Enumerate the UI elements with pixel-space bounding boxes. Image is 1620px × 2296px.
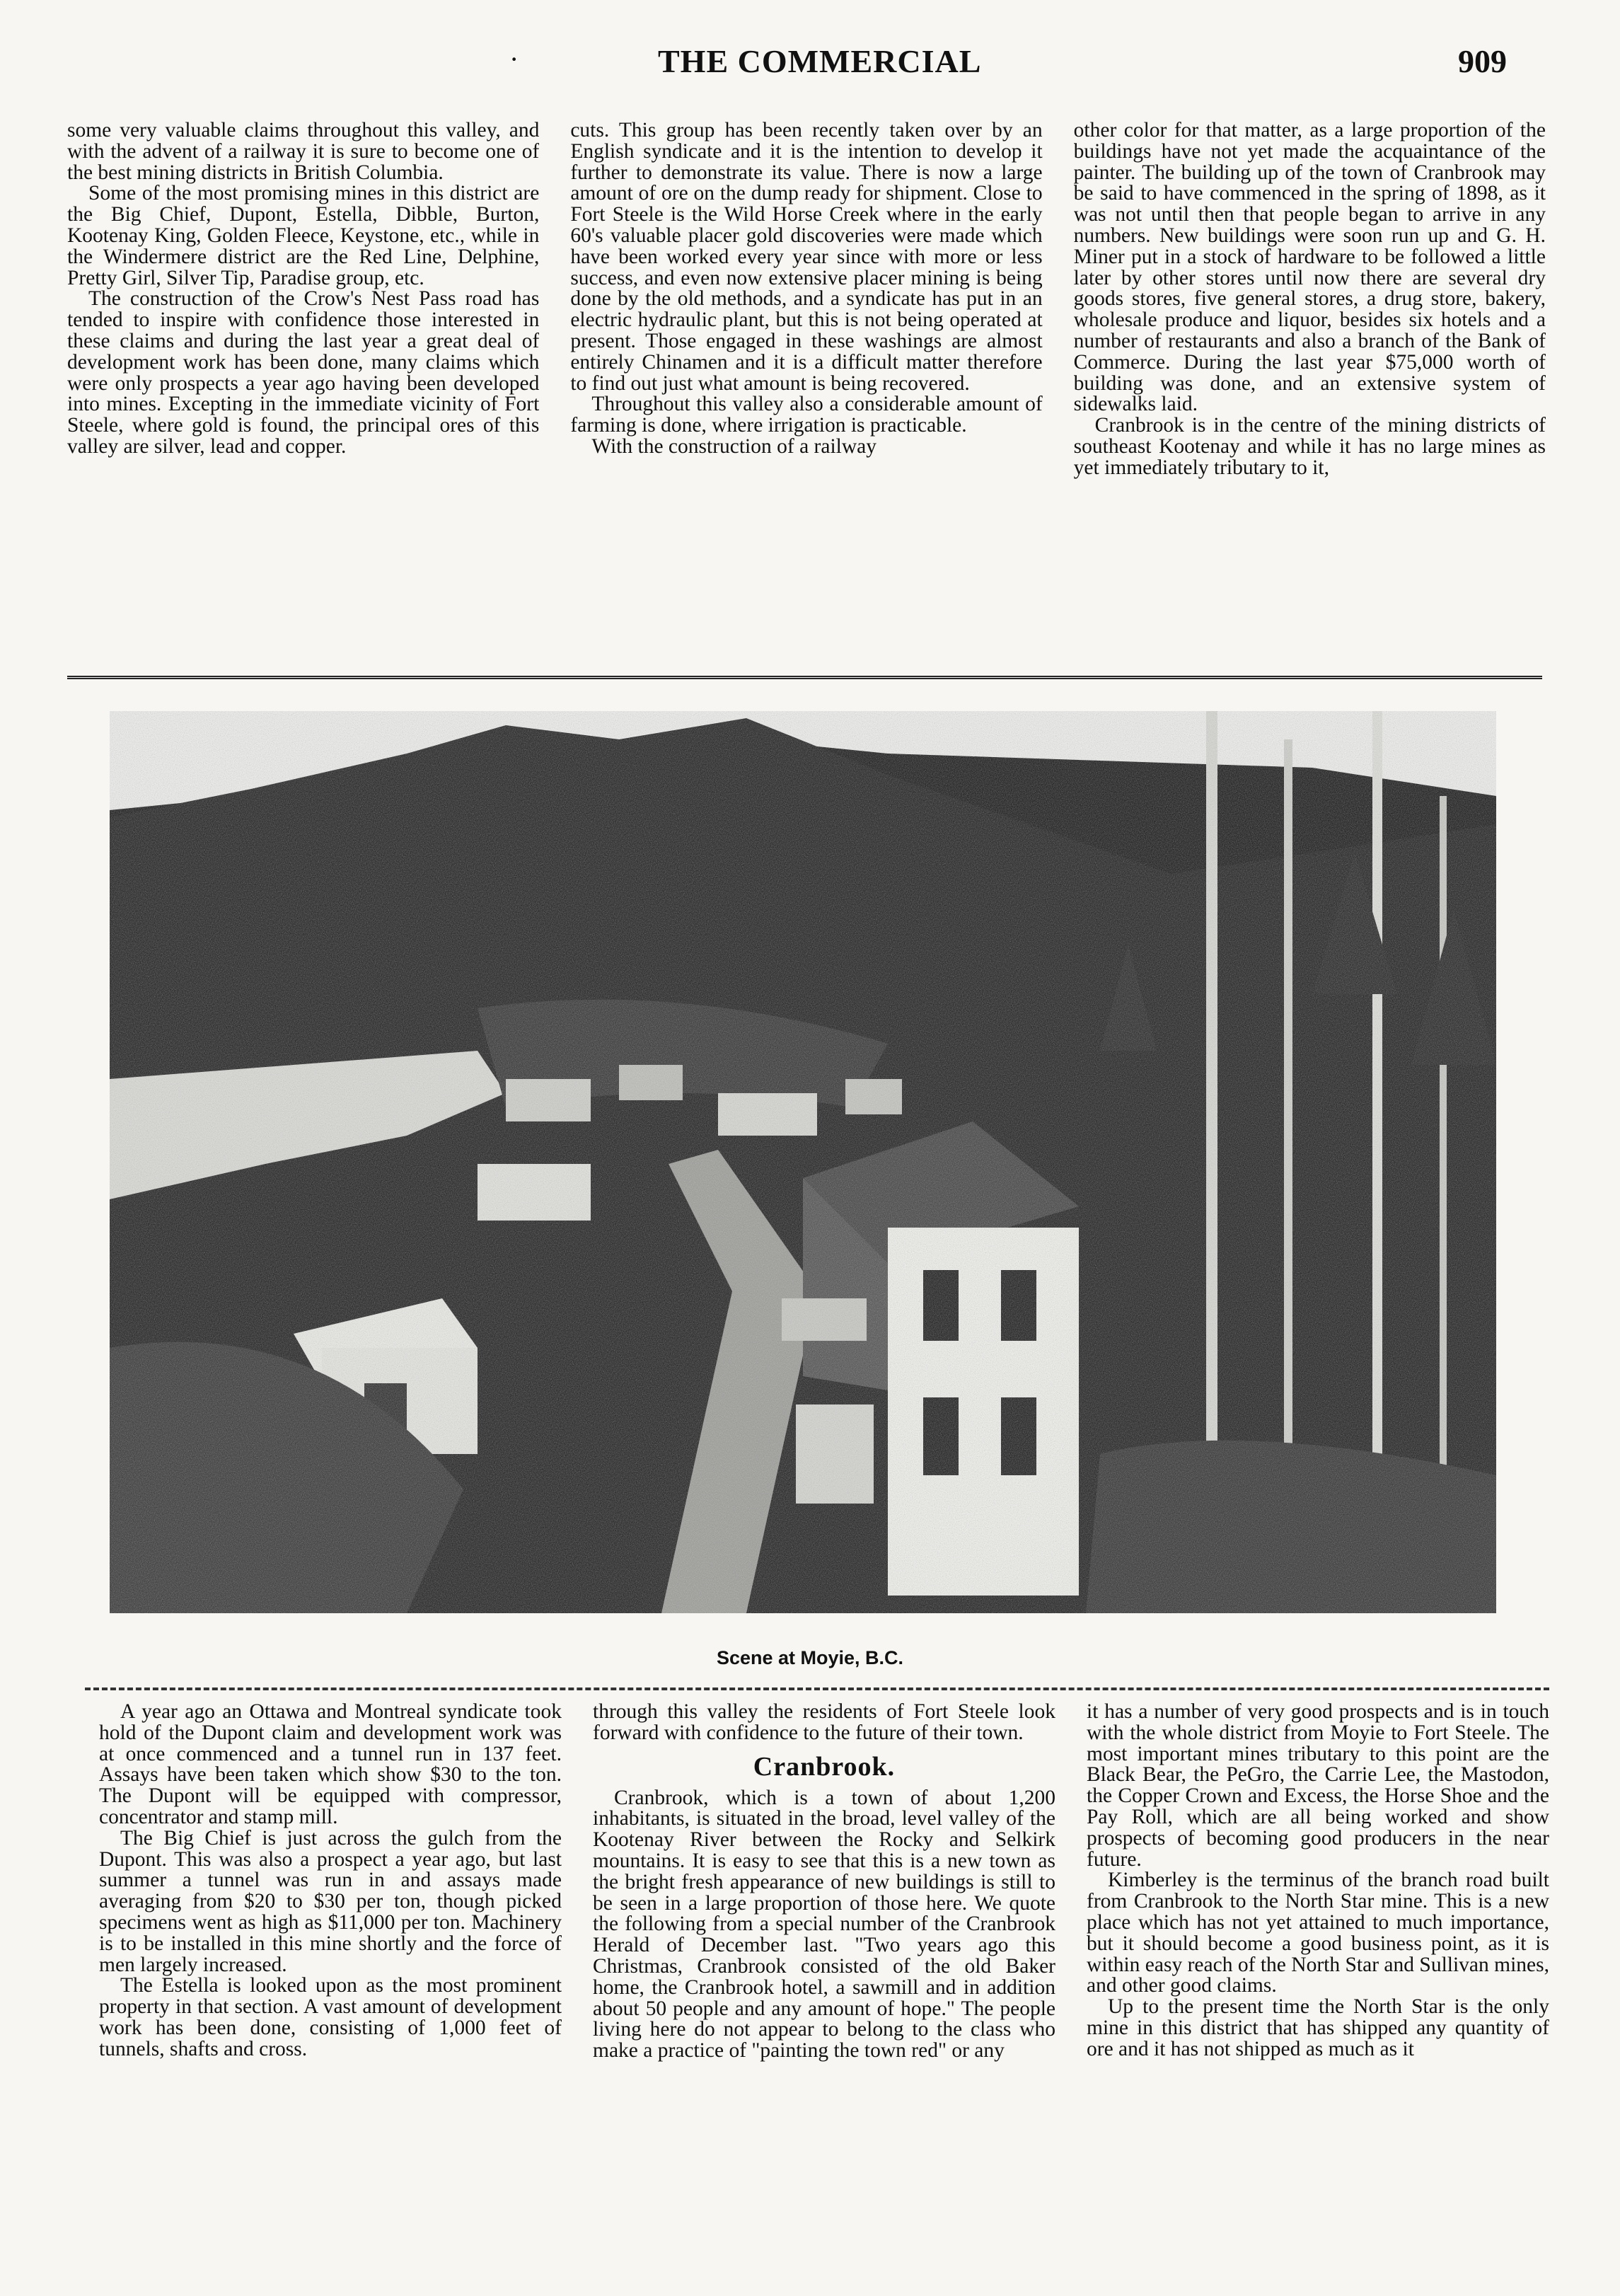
- bottom-column-2: [593, 1702, 1055, 2268]
- paragraph: Cranbrook is in the centre of the mining districts of southeast Kootenay and while it has no large mines as yet immediately tributary to it,: [1073, 414, 1546, 479]
- paragraph: The construction of the Crow's Nest Pass road has tended to inspire with confidence those interested in these claims and during the last year a great deal of development work has been done, many claims which were only prospects a year ago having been developed into mines. Excepting in the immediate vicinity of Fort Steele, where gold is found, the principal ores of this valley are silver, lead and copper.: [67, 287, 540, 458]
- top-column-2: [570, 120, 1042, 658]
- paragraph: cuts. This group has been recently taken over by an English syndicate and it is the intention to develop it further to demonstrate its value. There is now a large amount of ore on the dump ready for shipment. Close to Fort Steele is the Wild Horse Creek where in the early 60's valuable placer gold discoveries were made which have been worked every year since with more or less success, and even now extensive placer mining is being done by the old methods, and a syndicate has put in an electric hydraulic plant, but this is not being operated at present. Those engaged in these washings are almost entirely Chinamen and it is a difficult matter therefore to find out just what amount is being recovered.: [570, 120, 1043, 395]
- divider-rule: [67, 676, 1542, 679]
- publication-title: THE COMMERCIAL: [658, 43, 982, 79]
- top-column-1: [67, 120, 539, 658]
- paragraph: With the construction of a railway: [591, 434, 877, 458]
- bottom-column-3: [1087, 1702, 1549, 2268]
- section-heading: Cranbrook.: [753, 1751, 896, 1782]
- page-number: 909: [1458, 43, 1507, 79]
- paragraph: Kimberley is the terminus of the branch road built from Cranbrook to the North Star mine. This is a new place which has not yet attained to much importance, but it should become a good business point, as it is within easy reach of the North Star and Sullivan mines, and other good claims.: [1087, 1869, 1549, 1997]
- paragraph: A year ago an Ottawa and Montreal syndicate took hold of the Dupont claim and development work was at once commenced and a tunnel run in 137 feet. Assays have been taken which show $30 to the ton. The Dupont will be equipped with compressor, concentrator and stamp mill.: [99, 1702, 562, 1828]
- bottom-column-1: [99, 1702, 562, 2268]
- masthead: [0, 42, 1620, 92]
- paragraph: Some of the most promising mines in this district are the Big Chief, Dupont, Estella, Dibble, Burton, Kootenay King, Golden Fleece, Keystone, etc., while in the Windermere district are the Red Line, Delphine, Pretty Girl, Silver Tip, Paradise group, etc.: [67, 182, 540, 289]
- halftone-photograph: [110, 711, 1496, 1613]
- paragraph: other color for that matter, as a large proportion of the buildings have not yet made the acquaintance of the painter. The building up of the town of Cranbrook may be said to have commenced in the spring of 1898, as it was not until then that people began to arrive in any numbers. New buildings were soon run up and G. H. Miner put in a stock of hardware to be followed a little later by other stores until now there are several dry goods stores, five general stores, a drug store, bakery, wholesale produce and liquor, besides six hotels and a number of restaurants and also a branch of the Bank of Commerce. During the last year $75,000 worth of building was done, and an extensive system of sidewalks laid.: [1073, 120, 1546, 416]
- paragraph: Up to the present time the North Star is the only mine in this district that has shipped any quantity of ore and it has not shipped as much as it: [1087, 1995, 1549, 2060]
- paragraph: it has a number of very good prospects and is in touch with the whole district from Moyie to Fort Steele. The most important mines tributary to this point are the Black Bear, the PeGro, the Carrie Lee, the Mastodon, the Copper Crown and Excess, the Horse Shoe and the Pay Roll, which are all being worked and show prospects of becoming good producers in the near future.: [1087, 1702, 1549, 1871]
- paragraph: Cranbrook, which is a town of about 1,200 inhabitants, is situated in the broad, level valley of the Kootenay River between the Rocky and Selkirk mountains. It is easy to see that this is a new town as the bright fresh appearance of new buildings is still to be seen in a large proportion of those here. We quote the following from a special number of the Cranbrook Herald of December last. "Two years ago this Christmas, Cranbrook consisted of the old Baker home, the Cranbrook hotel, a sawmill and in addition about 50 people and any amount of hope." The people living here do not appear to belong to the class who make a practice of "painting the town red" or any: [593, 1786, 1055, 2063]
- top-text-columns: [67, 120, 1546, 658]
- paragraph: The Big Chief is just across the gulch from the Dupont. This was also a prospect a year ago, but last summer a tunnel was run in and assays made averaging from $20 to $30 per ton, though picked specimens went as high as $11,000 per ton. Machinery is to be installed in this mine shortly and the force of men largely increased.: [99, 1826, 562, 1976]
- paragraph: through this valley the residents of Fort Steele look forward with confidence to the future of their town.: [593, 1702, 1055, 1744]
- bottom-text-columns: [99, 1702, 1549, 2268]
- paragraph: some very valuable claims throughout this valley, and with the advent of a railway it is sure to become one of the best mining districts in British Columbia.: [67, 120, 540, 184]
- paragraph: The Estella is looked upon as the most prominent property in that section. A vast amount of development work has been done, consisting of 1,000 feet of tunnels, shafts and cross.: [99, 1974, 562, 2060]
- masthead-dot: ·: [509, 43, 519, 75]
- paragraph: Throughout this valley also a considerable amount of farming is done, where irrigation is practicable.: [570, 393, 1043, 437]
- top-column-3: [1074, 120, 1546, 658]
- divider-rule: [85, 1688, 1549, 1690]
- photo-caption: Scene at Moyie, B.C.: [716, 1647, 904, 1668]
